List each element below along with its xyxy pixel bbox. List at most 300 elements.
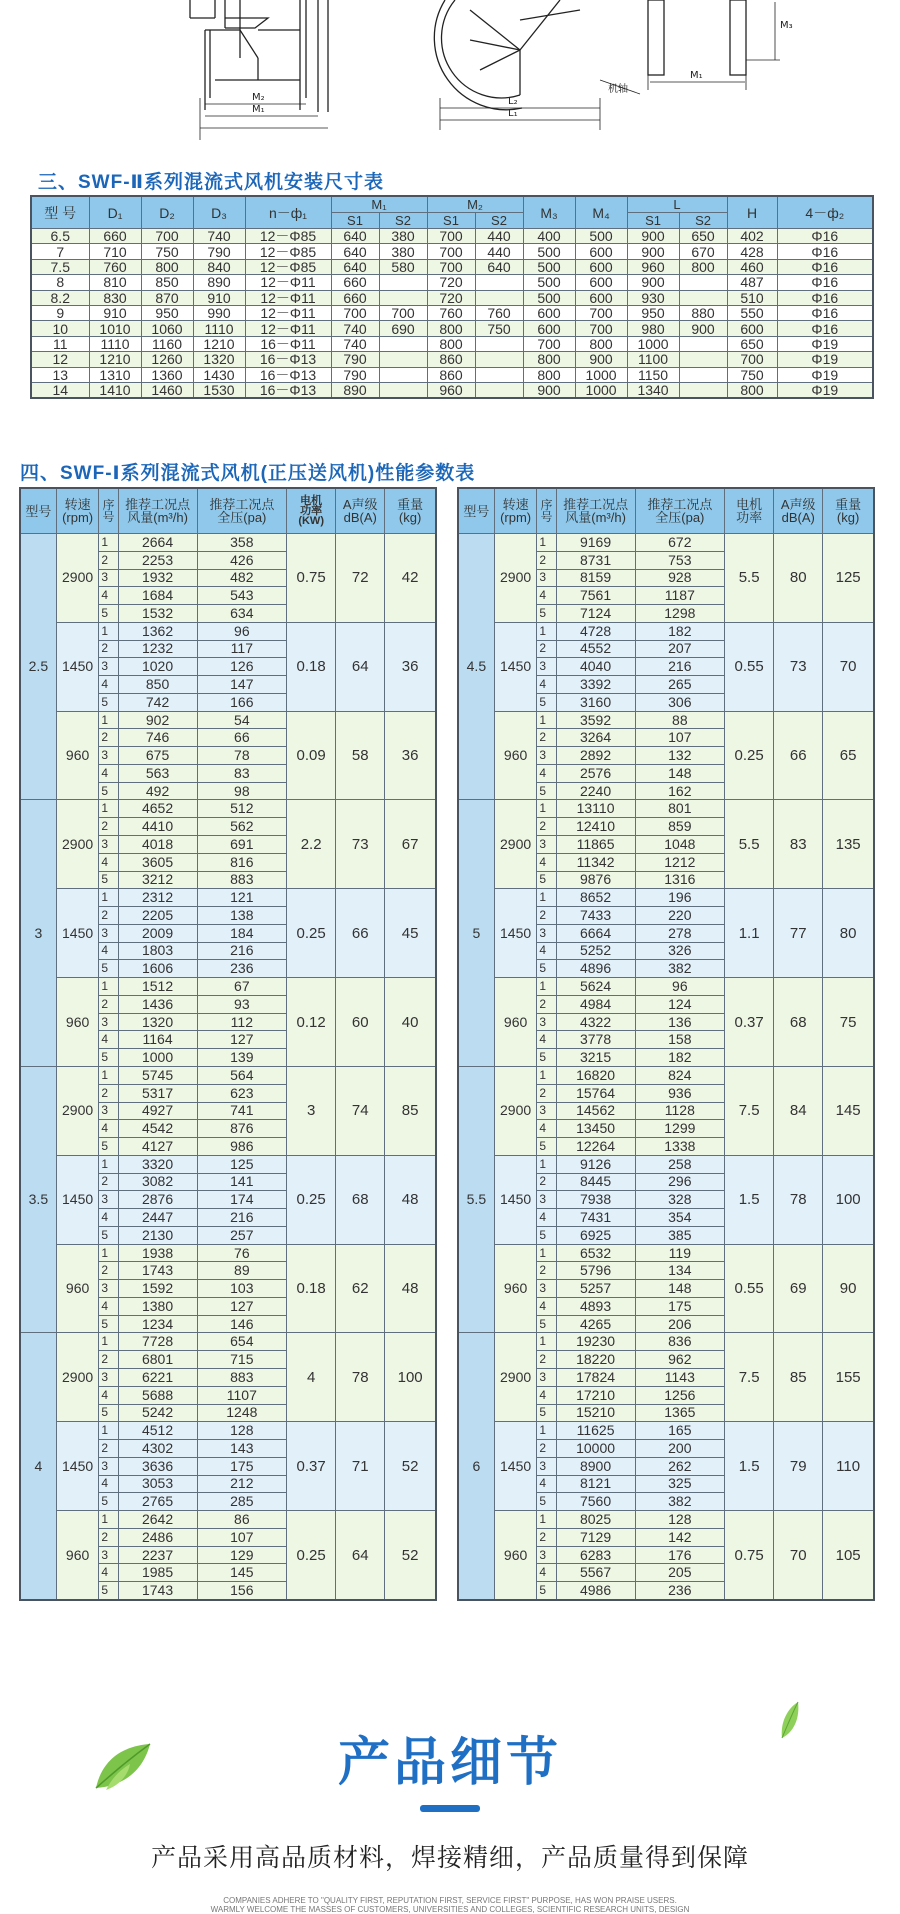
perf-flow-cell: 6801 — [118, 1351, 197, 1369]
perf-row — [458, 1066, 874, 1084]
perf-speed-cell: 1450 — [494, 889, 537, 978]
table-cell — [379, 275, 427, 290]
perf-seq-cell: 2 — [537, 1440, 556, 1458]
perf-pressure-cell: 801 — [635, 800, 725, 818]
table-cell: 1000 — [575, 382, 627, 398]
perf-pressure-cell: 1107 — [197, 1386, 287, 1404]
perf-flow-cell: 11625 — [556, 1422, 635, 1440]
perf-power-cell: 0.55 — [725, 1244, 774, 1333]
perf-noise-cell: 74 — [336, 1066, 385, 1155]
perf-flow-cell: 2205 — [118, 907, 197, 925]
perf-power-cell: 0.25 — [287, 889, 336, 978]
perf-seq-cell: 3 — [99, 1102, 118, 1120]
perf-flow-cell: 5317 — [118, 1084, 197, 1102]
table-cell: 660 — [89, 229, 141, 244]
perf-seq-cell: 3 — [537, 747, 556, 765]
table-cell: 870 — [141, 290, 193, 305]
perf-left-col-flow: 推荐工况点 风量(m³/h) — [118, 488, 197, 534]
col-phi2: 4－ф₂ — [777, 196, 873, 229]
perf-pressure-cell: 216 — [635, 658, 725, 676]
perf-seq-cell: 4 — [99, 676, 118, 694]
perf-flow-cell: 2642 — [118, 1511, 197, 1529]
perf-seq-cell: 3 — [537, 1102, 556, 1120]
perf-flow-cell: 5252 — [556, 942, 635, 960]
col-m2: M₂ — [427, 196, 523, 213]
table-cell: 750 — [727, 367, 777, 382]
perf-row — [20, 1155, 436, 1173]
table-cell: 720 — [427, 275, 475, 290]
perf-flow-cell: 17824 — [556, 1368, 635, 1386]
perf-seq-cell: 1 — [537, 1155, 556, 1173]
table-cell: 380 — [379, 244, 427, 259]
perf-seq-cell: 3 — [537, 1457, 556, 1475]
perf-flow-cell: 3320 — [118, 1155, 197, 1173]
table-cell: 790 — [193, 244, 245, 259]
perf-noise-cell: 66 — [774, 711, 823, 800]
perf-noise-cell: 79 — [774, 1422, 823, 1511]
table-cell: 760 — [427, 305, 475, 320]
perf-weight-cell: 52 — [385, 1511, 436, 1600]
perf-flow-cell: 17210 — [556, 1386, 635, 1404]
table-cell: 7 — [31, 244, 89, 259]
perf-pressure-cell: 1365 — [635, 1404, 725, 1422]
perf-weight-cell: 48 — [385, 1155, 436, 1244]
table-cell: 890 — [193, 275, 245, 290]
table-cell: 6.5 — [31, 229, 89, 244]
perf-flow-cell: 16820 — [556, 1066, 635, 1084]
perf-flow-cell: 9876 — [556, 871, 635, 889]
perf-left-col-speed: 转速 (rpm) — [56, 488, 99, 534]
perf-pressure-cell: 564 — [197, 1066, 287, 1084]
perf-pressure-cell: 741 — [197, 1102, 287, 1120]
perf-seq-cell: 1 — [537, 1333, 556, 1351]
perf-seq-cell: 4 — [537, 1475, 556, 1493]
perf-flow-cell: 4302 — [118, 1440, 197, 1458]
perf-pressure-cell: 883 — [197, 1368, 287, 1386]
table-cell: 900 — [575, 352, 627, 367]
perf-seq-cell: 5 — [99, 782, 118, 800]
dim-label-l1: L₁ — [508, 108, 518, 119]
perf-noise-cell: 60 — [336, 978, 385, 1067]
perf-weight-cell: 100 — [823, 1155, 874, 1244]
perf-speed-cell: 960 — [56, 978, 99, 1067]
perf-pressure-cell: 326 — [635, 942, 725, 960]
perf-flow-cell: 1020 — [118, 658, 197, 676]
perf-flow-cell: 8900 — [556, 1457, 635, 1475]
perf-pressure-cell: 691 — [197, 836, 287, 854]
perf-seq-cell: 1 — [537, 622, 556, 640]
perf-noise-cell: 85 — [774, 1333, 823, 1422]
table-cell: 1430 — [193, 367, 245, 382]
perf-pressure-cell: 146 — [197, 1315, 287, 1333]
table-cell: 700 — [523, 336, 575, 351]
perf-flow-cell: 3212 — [118, 871, 197, 889]
perf-seq-cell: 5 — [537, 1493, 556, 1511]
perf-pressure-cell: 176 — [635, 1546, 725, 1564]
perf-flow-cell: 4542 — [118, 1120, 197, 1138]
perf-flow-cell: 3592 — [556, 711, 635, 729]
perf-seq-cell: 4 — [537, 1209, 556, 1227]
table-cell — [379, 290, 427, 305]
perf-power-cell: 0.09 — [287, 711, 336, 800]
table-cell: 1150 — [627, 367, 679, 382]
table-cell — [679, 382, 727, 398]
perf-flow-cell: 6664 — [556, 924, 635, 942]
perf-row — [458, 622, 874, 640]
table-cell: 890 — [331, 382, 379, 398]
perf-seq-cell: 2 — [537, 1351, 556, 1369]
perf-flow-cell: 7431 — [556, 1209, 635, 1227]
table-cell: 900 — [627, 275, 679, 290]
perf-seq-cell: 3 — [99, 1013, 118, 1031]
perf-weight-cell: 80 — [823, 889, 874, 978]
perf-power-cell: 3 — [287, 1066, 336, 1155]
perf-seq-cell: 2 — [99, 818, 118, 836]
perf-flow-cell: 4896 — [556, 960, 635, 978]
perf-flow-cell: 9126 — [556, 1155, 635, 1173]
table-cell — [475, 275, 523, 290]
perf-seq-cell: 4 — [537, 1564, 556, 1582]
perf-pressure-cell: 328 — [635, 1191, 725, 1209]
perf-pressure-cell: 134 — [635, 1262, 725, 1280]
table-cell: 580 — [379, 259, 427, 274]
perf-model-cell: 4.5 — [458, 534, 494, 800]
perf-seq-cell: 1 — [99, 800, 118, 818]
table-cell: 700 — [575, 321, 627, 336]
perf-seq-cell: 1 — [99, 711, 118, 729]
col-l-s2: S2 — [679, 213, 727, 229]
table-cell: 1110 — [193, 321, 245, 336]
perf-model-cell: 3.5 — [20, 1066, 56, 1332]
table-cell: 510 — [727, 290, 777, 305]
perf-seq-cell: 3 — [99, 658, 118, 676]
table-cell — [379, 352, 427, 367]
perf-pressure-cell: 623 — [197, 1084, 287, 1102]
perf-seq-cell: 5 — [99, 1226, 118, 1244]
perf-flow-cell: 8025 — [556, 1511, 635, 1529]
perf-speed-cell: 1450 — [494, 622, 537, 711]
perf-right-col-model: 型号 — [458, 488, 494, 534]
table-cell: 600 — [523, 305, 575, 320]
perf-seq-cell: 3 — [99, 747, 118, 765]
perf-pressure-cell: 285 — [197, 1493, 287, 1511]
perf-pressure-cell: 265 — [635, 676, 725, 694]
perf-flow-cell: 1362 — [118, 622, 197, 640]
perf-row — [20, 622, 436, 640]
perf-pressure-cell: 859 — [635, 818, 725, 836]
perf-speed-cell: 2900 — [56, 1333, 99, 1422]
table-cell: 8 — [31, 275, 89, 290]
perf-row — [458, 1155, 874, 1173]
perf-flow-cell: 4927 — [118, 1102, 197, 1120]
perf-flow-cell: 7124 — [556, 605, 635, 623]
perf-seq-cell: 5 — [99, 693, 118, 711]
table-cell — [379, 336, 427, 351]
perf-flow-cell: 4322 — [556, 1013, 635, 1031]
table-cell — [475, 290, 523, 305]
perf-weight-cell: 145 — [823, 1066, 874, 1155]
perf-power-cell: 0.12 — [287, 978, 336, 1067]
perf-flow-cell: 1592 — [118, 1280, 197, 1298]
perf-row — [458, 978, 874, 996]
table-cell: 440 — [475, 244, 523, 259]
perf-flow-cell: 1684 — [118, 587, 197, 605]
table-cell: 660 — [331, 275, 379, 290]
perf-weight-cell: 42 — [385, 534, 436, 623]
perf-pressure-cell: 141 — [197, 1173, 287, 1191]
perf-pressure-cell: 162 — [635, 782, 725, 800]
perf-weight-cell: 110 — [823, 1422, 874, 1511]
table-cell: 12－Φ85 — [245, 244, 331, 259]
table-cell: Φ16 — [777, 229, 873, 244]
col-l-s1: S1 — [627, 213, 679, 229]
table-row — [31, 321, 873, 336]
table-cell: 600 — [523, 321, 575, 336]
perf-noise-cell: 64 — [336, 1511, 385, 1600]
perf-flow-cell: 1803 — [118, 942, 197, 960]
table-cell: 12 — [31, 352, 89, 367]
perf-seq-cell: 4 — [537, 676, 556, 694]
perf-seq-cell: 4 — [99, 1386, 118, 1404]
perf-pressure-cell: 138 — [197, 907, 287, 925]
perf-seq-cell: 3 — [99, 569, 118, 587]
table-cell: Φ16 — [777, 290, 873, 305]
perf-power-cell: 0.37 — [725, 978, 774, 1067]
perf-row — [458, 800, 874, 818]
perf-flow-cell: 1938 — [118, 1244, 197, 1262]
perf-pressure-cell: 634 — [197, 605, 287, 623]
perf-seq-cell: 1 — [99, 1066, 118, 1084]
perf-seq-cell: 5 — [537, 605, 556, 623]
perf-speed-cell: 960 — [56, 1511, 99, 1600]
table-cell: 380 — [379, 229, 427, 244]
perf-flow-cell: 11865 — [556, 836, 635, 854]
col-m2-s2: S2 — [475, 213, 523, 229]
perf-speed-cell: 2900 — [494, 534, 537, 623]
perf-seq-cell: 4 — [99, 587, 118, 605]
perf-flow-cell: 2765 — [118, 1493, 197, 1511]
table-cell: 1320 — [193, 352, 245, 367]
table-cell: 1010 — [89, 321, 141, 336]
table-cell: 460 — [727, 259, 777, 274]
table-cell: 800 — [427, 336, 475, 351]
perf-noise-cell: 68 — [774, 978, 823, 1067]
perf-row — [20, 800, 436, 818]
perf-pressure-cell: 83 — [197, 764, 287, 782]
perf-flow-cell: 4893 — [556, 1297, 635, 1315]
perf-pressure-cell: 1048 — [635, 836, 725, 854]
perf-flow-cell: 9169 — [556, 534, 635, 552]
table-cell: 12－Φ11 — [245, 321, 331, 336]
perf-flow-cell: 8159 — [556, 569, 635, 587]
perf-seq-cell: 5 — [99, 1315, 118, 1333]
perf-weight-cell: 36 — [385, 711, 436, 800]
perf-flow-cell: 13110 — [556, 800, 635, 818]
perf-pressure-cell: 426 — [197, 551, 287, 569]
perf-seq-cell: 4 — [99, 1031, 118, 1049]
table-cell: 14 — [31, 382, 89, 398]
perf-model-cell: 4 — [20, 1333, 56, 1600]
perf-flow-cell: 4127 — [118, 1138, 197, 1156]
perf-noise-cell: 66 — [336, 889, 385, 978]
table-cell: 700 — [379, 305, 427, 320]
table-cell: 640 — [331, 244, 379, 259]
perf-seq-cell: 1 — [537, 534, 556, 552]
table-cell: 710 — [89, 244, 141, 259]
perf-flow-cell: 2253 — [118, 551, 197, 569]
perf-speed-cell: 960 — [494, 711, 537, 800]
table-cell — [679, 275, 727, 290]
col-m2-s1: S1 — [427, 213, 475, 229]
perf-weight-cell: 90 — [823, 1244, 874, 1333]
perf-flow-cell: 2240 — [556, 782, 635, 800]
table-cell: Φ16 — [777, 321, 873, 336]
table-cell: 1060 — [141, 321, 193, 336]
perf-seq-cell: 1 — [99, 534, 118, 552]
perf-flow-cell: 4265 — [556, 1315, 635, 1333]
performance-table-left — [19, 487, 437, 1601]
perf-right-col-flow: 推荐工况点 风量(m³/h) — [556, 488, 635, 534]
perf-seq-cell: 5 — [99, 1138, 118, 1156]
fan-installation-drawing — [0, 0, 900, 150]
perf-seq-cell: 3 — [99, 924, 118, 942]
perf-flow-cell: 4410 — [118, 818, 197, 836]
table-cell: 12－Φ11 — [245, 305, 331, 320]
perf-speed-cell: 2900 — [56, 1066, 99, 1155]
perf-weight-cell: 65 — [823, 711, 874, 800]
perf-pressure-cell: 962 — [635, 1351, 725, 1369]
perf-speed-cell: 2900 — [494, 800, 537, 889]
product-details-title: 产品细节 — [337, 1734, 562, 1792]
perf-seq-cell: 1 — [99, 978, 118, 996]
table-cell: Φ19 — [777, 336, 873, 351]
perf-flow-cell: 746 — [118, 729, 197, 747]
perf-left-col-press: 推荐工况点 全压(pa) — [197, 488, 287, 534]
perf-pressure-cell: 142 — [635, 1528, 725, 1546]
table-cell: 1340 — [627, 382, 679, 398]
table-cell — [379, 367, 427, 382]
perf-pressure-cell: 1128 — [635, 1102, 725, 1120]
col-h: H — [727, 196, 777, 229]
perf-flow-cell: 7728 — [118, 1333, 197, 1351]
dim-label-motor: 机轴 — [608, 84, 628, 95]
table-cell: 16－Φ13 — [245, 367, 331, 382]
table-cell: 16－Φ13 — [245, 352, 331, 367]
table-cell: 640 — [475, 259, 523, 274]
perf-right-col-power: 电机 功率 — [725, 488, 774, 534]
perf-pressure-cell: 86 — [197, 1511, 287, 1529]
perf-power-cell: 0.37 — [287, 1422, 336, 1511]
perf-flow-cell: 2009 — [118, 924, 197, 942]
perf-pressure-cell: 325 — [635, 1475, 725, 1493]
perf-pressure-cell: 184 — [197, 924, 287, 942]
perf-pressure-cell: 128 — [197, 1422, 287, 1440]
dim-label-m3: M₃ — [780, 20, 793, 31]
perf-seq-cell: 3 — [537, 1280, 556, 1298]
perf-power-cell: 2.2 — [287, 800, 336, 889]
table-cell: 12－Φ11 — [245, 275, 331, 290]
perf-pressure-cell: 107 — [197, 1528, 287, 1546]
table-cell: 1260 — [141, 352, 193, 367]
perf-flow-cell: 4986 — [556, 1582, 635, 1600]
perf-row — [20, 1066, 436, 1084]
perf-flow-cell: 15764 — [556, 1084, 635, 1102]
perf-flow-cell: 4652 — [118, 800, 197, 818]
perf-pressure-cell: 236 — [635, 1582, 725, 1600]
table-cell: 600 — [575, 244, 627, 259]
dim-label-m1: M₁ — [252, 104, 265, 115]
perf-flow-cell: 2237 — [118, 1546, 197, 1564]
perf-seq-cell: 3 — [537, 1013, 556, 1031]
perf-flow-cell: 1232 — [118, 640, 197, 658]
table-cell: Φ19 — [777, 352, 873, 367]
perf-noise-cell: 84 — [774, 1066, 823, 1155]
table-cell: 700 — [575, 305, 627, 320]
performance-table-right — [457, 487, 875, 1601]
perf-weight-cell: 155 — [823, 1333, 874, 1422]
perf-noise-cell: 77 — [774, 889, 823, 978]
perf-seq-cell: 1 — [537, 978, 556, 996]
perf-seq-cell: 4 — [99, 853, 118, 871]
perf-seq-cell: 2 — [537, 1528, 556, 1546]
perf-power-cell: 1.5 — [725, 1422, 774, 1511]
perf-flow-cell: 1985 — [118, 1564, 197, 1582]
perf-pressure-cell: 127 — [197, 1031, 287, 1049]
perf-weight-cell: 85 — [385, 1066, 436, 1155]
perf-flow-cell: 8121 — [556, 1475, 635, 1493]
perf-pressure-cell: 54 — [197, 711, 287, 729]
table-cell: 600 — [727, 321, 777, 336]
perf-noise-cell: 83 — [774, 800, 823, 889]
perf-flow-cell: 7560 — [556, 1493, 635, 1511]
perf-noise-cell: 69 — [774, 1244, 823, 1333]
perf-seq-cell: 4 — [99, 942, 118, 960]
perf-row — [20, 978, 436, 996]
perf-seq-cell: 4 — [537, 1031, 556, 1049]
perf-seq-cell: 2 — [537, 551, 556, 569]
table-row — [31, 290, 873, 305]
table-cell: Φ16 — [777, 259, 873, 274]
perf-seq-cell: 3 — [537, 924, 556, 942]
perf-pressure-cell: 124 — [635, 995, 725, 1013]
perf-power-cell: 0.25 — [725, 711, 774, 800]
perf-pressure-cell: 258 — [635, 1155, 725, 1173]
perf-flow-cell: 6283 — [556, 1546, 635, 1564]
perf-pressure-cell: 107 — [635, 729, 725, 747]
perf-pressure-cell: 93 — [197, 995, 287, 1013]
perf-seq-cell: 4 — [537, 587, 556, 605]
perf-pressure-cell: 67 — [197, 978, 287, 996]
perf-seq-cell: 3 — [537, 836, 556, 854]
table-cell: 500 — [575, 229, 627, 244]
table-cell: 1160 — [141, 336, 193, 351]
perf-pressure-cell: 128 — [635, 1511, 725, 1529]
perf-seq-cell: 4 — [537, 1120, 556, 1138]
perf-pressure-cell: 148 — [635, 764, 725, 782]
perf-pressure-cell: 174 — [197, 1191, 287, 1209]
perf-row — [458, 889, 874, 907]
perf-flow-cell: 4512 — [118, 1422, 197, 1440]
perf-flow-cell: 492 — [118, 782, 197, 800]
perf-power-cell: 0.25 — [287, 1155, 336, 1244]
perf-right-col-speed: 转速 (rpm) — [494, 488, 537, 534]
table-cell: 900 — [627, 244, 679, 259]
table-cell: 400 — [523, 229, 575, 244]
perf-pressure-cell: 354 — [635, 1209, 725, 1227]
perf-pressure-cell: 147 — [197, 676, 287, 694]
table-cell: 990 — [193, 305, 245, 320]
perf-pressure-cell: 207 — [635, 640, 725, 658]
